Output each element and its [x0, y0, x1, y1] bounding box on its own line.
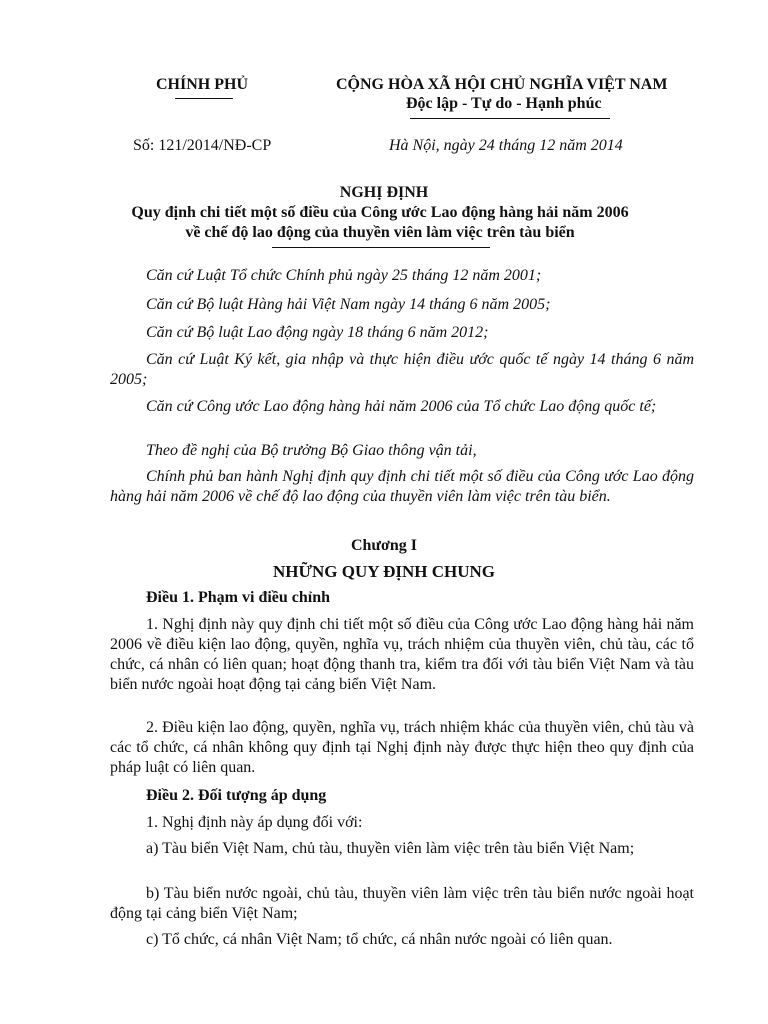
chapter-label: Chương I: [350, 537, 418, 554]
document-title: [100, 203, 660, 243]
article-paragraph: a) Tàu biển Việt Nam, chủ tàu, thuyền viên làm việc trên tàu biển Việt Nam;: [146, 840, 635, 857]
article-paragraph: 2. Điều kiện lao động, quyền, nghĩa vụ, trách nhiệm khác của thuyền viên, chủ tàu và các tổ chức, cá nhân không quy định tại Nghị định này được thực hiện theo quy định của pháp luật có liên quan.: [110, 719, 694, 776]
place-date: Hà Nội, ngày 24 tháng 12 năm 2014: [389, 137, 623, 154]
nation-name: CỘNG HÒA XÃ HỘI CHỦ NGHĨA VIỆT NAM: [336, 76, 668, 93]
article-paragraph: c) Tổ chức, cá nhân Việt Nam; tổ chức, cá nhân nước ngoài có liên quan.: [146, 931, 613, 948]
document-type: NGHỊ ĐỊNH: [339, 184, 429, 201]
document-title-line-2: về chế độ lao động của thuyền viên làm việc trên tàu biển: [185, 224, 575, 241]
article-paragraph: 1. Nghị định này quy định chi tiết một số điều của Công ước Lao động hàng hải năm 2006 về điều kiện lao động, quyền, nghĩa vụ, trách nhiệm của thuyền viên, chủ tàu, các tổ chức, cá nhân có liên quan; hoạt động thanh tra, kiểm tra đối với tàu biển Việt Nam và tàu biển nước ngoài hoạt động tại cảng biển Việt Nam.: [110, 616, 694, 693]
document-title-line-1: Quy định chi tiết một số điều của Công ước Lao động hàng hải năm 2006: [131, 204, 629, 221]
agency-name: CHÍNH PHỦ: [156, 76, 248, 93]
article-heading: Điều 1. Phạm vi điều chỉnh: [146, 589, 331, 606]
motto-underline: [410, 118, 610, 119]
preamble-item: Căn cứ Luật Tổ chức Chính phủ ngày 25 tháng 12 năm 2001;: [146, 267, 542, 284]
article-paragraph: 1. Nghị định này áp dụng đối với:: [146, 814, 363, 831]
preamble-item: Căn cứ Công ước Lao động hàng hải năm 2006 của Tổ chức Lao động quốc tế;: [146, 398, 657, 415]
chapter-name: NHỮNG QUY ĐỊNH CHUNG: [272, 562, 496, 581]
preamble-item: Căn cứ Bộ luật Lao động ngày 18 tháng 6 năm 2012;: [146, 324, 489, 341]
preamble-item: Căn cứ Bộ luật Hàng hải Việt Nam ngày 14 tháng 6 năm 2005;: [146, 296, 551, 313]
agency-underline: [175, 98, 233, 99]
preamble-item: Căn cứ Luật Ký kết, gia nhập và thực hiện điều ước quốc tế ngày 14 tháng 6 năm 2005;: [110, 351, 694, 388]
article-paragraph: b) Tàu biển nước ngoài, chủ tàu, thuyền viên làm việc trên tàu biển nước ngoài hoạt động tại cảng biển Việt Nam;: [110, 885, 694, 922]
preamble-item: Chính phủ ban hành Nghị định quy định chi tiết một số điều của Công ước Lao động hàng hải năm 2006 về chế độ lao động của thuyền viên làm việc trên tàu biển.: [110, 468, 694, 505]
document-number: Số: 121/2014/NĐ-CP: [133, 137, 272, 154]
preamble-item: Theo đề nghị của Bộ trưởng Bộ Giao thông vận tải,: [146, 442, 477, 459]
national-motto: Độc lập - Tự do - Hạnh phúc: [406, 95, 602, 112]
title-underline: [272, 247, 490, 248]
article-heading: Điều 2. Đối tượng áp dụng: [146, 787, 327, 804]
